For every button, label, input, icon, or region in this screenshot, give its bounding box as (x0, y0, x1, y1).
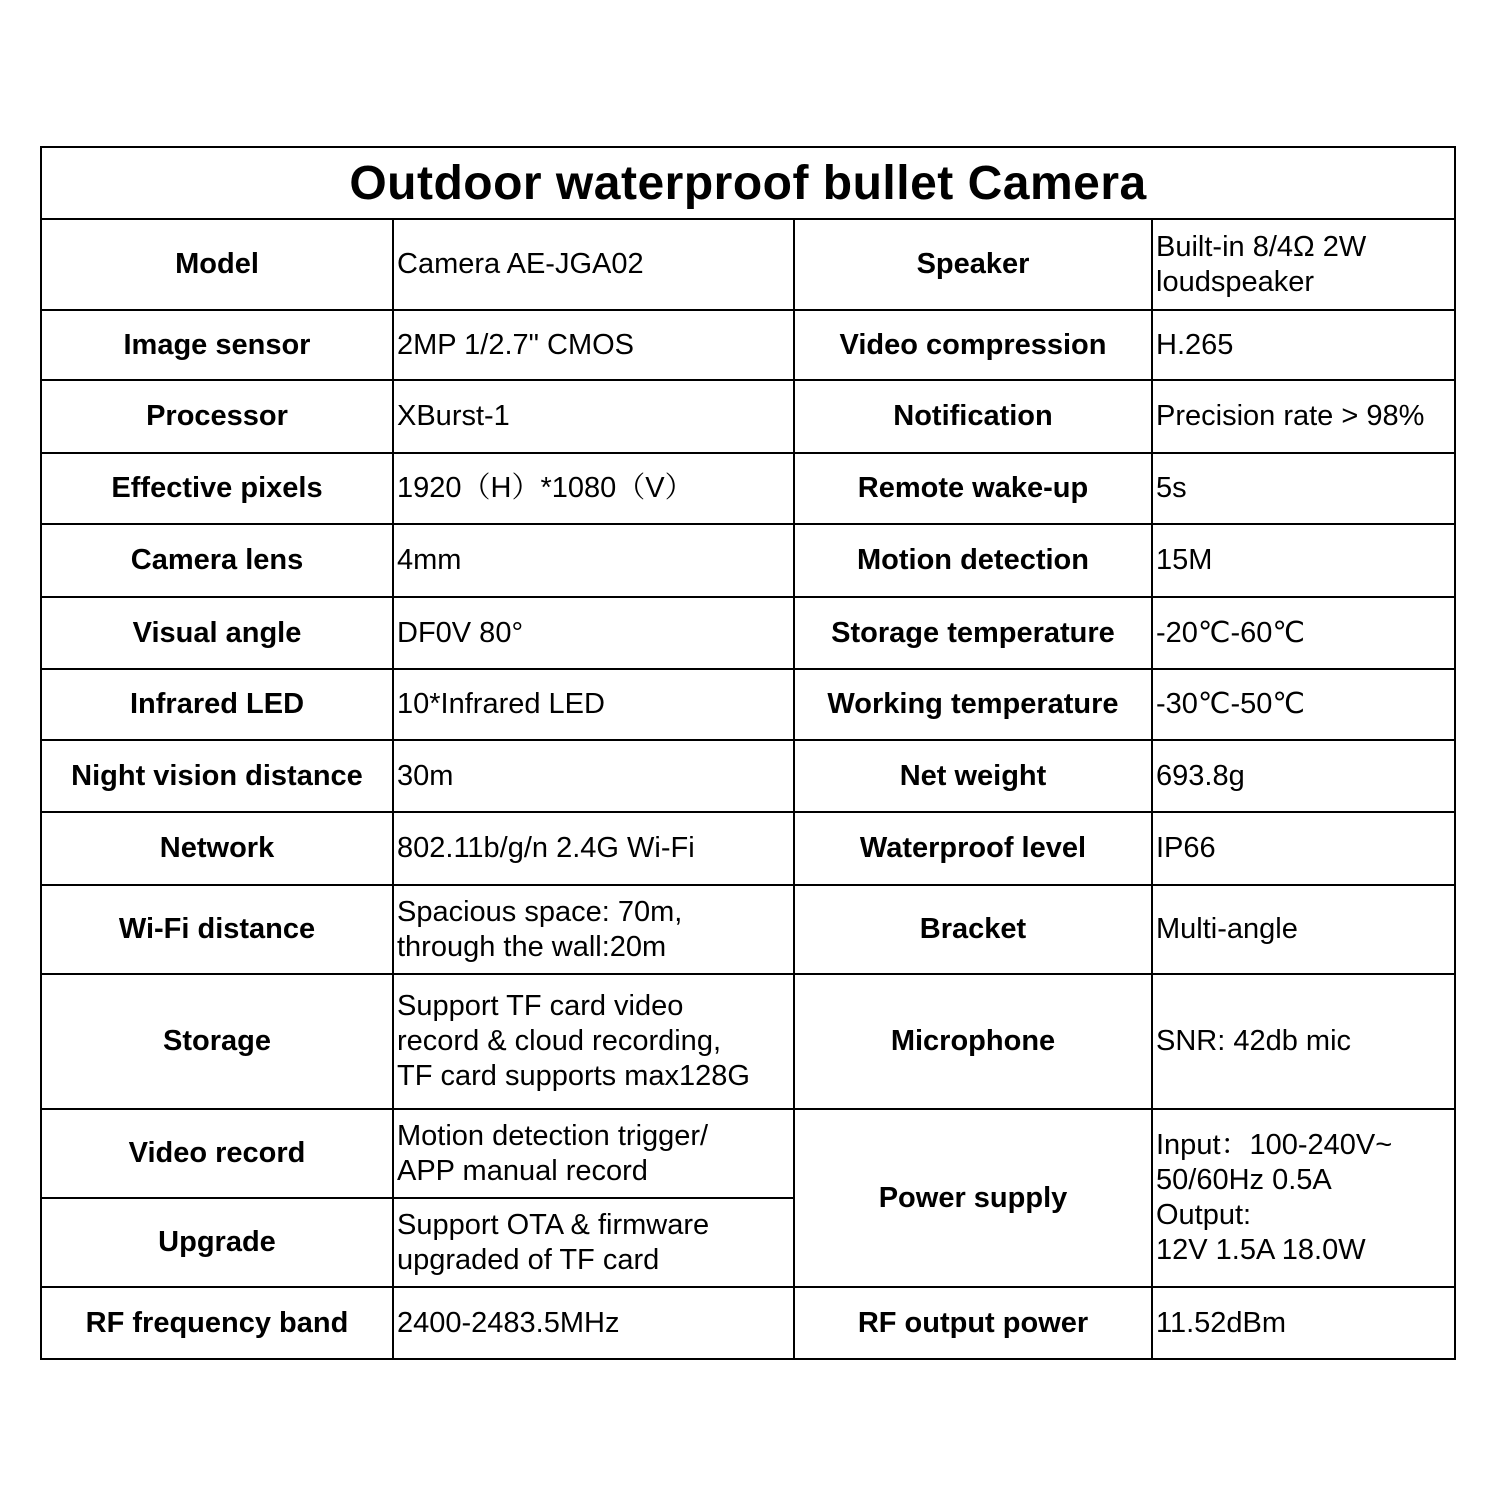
spec-label: Upgrade (41, 1198, 393, 1287)
spec-label: Camera lens (41, 524, 393, 597)
spec-value: -20℃-60℃ (1152, 597, 1455, 669)
spec-value: SNR: 42db mic (1152, 974, 1455, 1109)
spec-label: RF output power (794, 1287, 1152, 1359)
table-row (41, 219, 1455, 310)
spec-label: Waterproof level (794, 812, 1152, 885)
spec-label: Model (41, 219, 393, 310)
spec-label: RF frequency band (41, 1287, 393, 1359)
table-title: Outdoor waterproof bullet Camera (41, 147, 1455, 219)
spec-value: Precision rate > 98% (1152, 380, 1455, 453)
spec-label: Video record (41, 1109, 393, 1198)
spec-label: Network (41, 812, 393, 885)
table-row (41, 597, 1455, 669)
table-row (41, 812, 1455, 885)
spec-value: 11.52dBm (1152, 1287, 1455, 1359)
title-row (41, 147, 1455, 219)
spec-value: 10*Infrared LED (393, 669, 794, 740)
spec-label: Net weight (794, 740, 1152, 812)
spec-value: Spacious space: 70m, through the wall:20m (393, 885, 794, 974)
spec-label: Power supply (794, 1109, 1152, 1287)
spec-value: Multi-angle (1152, 885, 1455, 974)
spec-label: Image sensor (41, 310, 393, 380)
spec-value: -30℃-50℃ (1152, 669, 1455, 740)
table-row (41, 740, 1455, 812)
spec-label: Storage (41, 974, 393, 1109)
spec-value: H.265 (1152, 310, 1455, 380)
spec-label: Effective pixels (41, 453, 393, 524)
spec-label: Video compression (794, 310, 1152, 380)
spec-value: 4mm (393, 524, 794, 597)
spec-value: Built-in 8/4Ω 2W loudspeaker (1152, 219, 1455, 310)
spec-label: Bracket (794, 885, 1152, 974)
spec-value: 15M (1152, 524, 1455, 597)
table-row (41, 453, 1455, 524)
spec-value: 1920（H）*1080（V） (393, 453, 794, 524)
spec-value: Motion detection trigger/ APP manual record (393, 1109, 794, 1198)
spec-label: Infrared LED (41, 669, 393, 740)
spec-value: Input：100-240V~ 50/60Hz 0.5A Output: 12V 1.5A 18.0W (1152, 1109, 1455, 1287)
spec-label: Storage temperature (794, 597, 1152, 669)
spec-value: 802.11b/g/n 2.4G Wi-Fi (393, 812, 794, 885)
table-row (41, 1287, 1455, 1359)
spec-value: 30m (393, 740, 794, 812)
spec-value: 5s (1152, 453, 1455, 524)
spec-value: Camera AE-JGA02 (393, 219, 794, 310)
table-row (41, 885, 1455, 974)
table-row (41, 380, 1455, 453)
table-row (41, 1109, 1455, 1198)
table-row (41, 310, 1455, 380)
spec-label: Motion detection (794, 524, 1152, 597)
spec-value: Support TF card video record & cloud recording, TF card supports max128G (393, 974, 794, 1109)
spec-label: Speaker (794, 219, 1152, 310)
spec-label: Visual angle (41, 597, 393, 669)
spec-label: Wi-Fi distance (41, 885, 393, 974)
spec-value: 2MP 1/2.7" CMOS (393, 310, 794, 380)
spec-label: Notification (794, 380, 1152, 453)
spec-label: Microphone (794, 974, 1152, 1109)
spec-label: Night vision distance (41, 740, 393, 812)
table-row (41, 974, 1455, 1109)
spec-value: IP66 (1152, 812, 1455, 885)
spec-value: DF0V 80° (393, 597, 794, 669)
spec-value: 693.8g (1152, 740, 1455, 812)
spec-label: Working temperature (794, 669, 1152, 740)
spec-value: Support OTA & firmware upgraded of TF card (393, 1198, 794, 1287)
table-row (41, 524, 1455, 597)
spec-table (40, 146, 1456, 1360)
spec-value: XBurst-1 (393, 380, 794, 453)
spec-label: Remote wake-up (794, 453, 1152, 524)
spec-value: 2400-2483.5MHz (393, 1287, 794, 1359)
spec-label: Processor (41, 380, 393, 453)
table-row (41, 669, 1455, 740)
